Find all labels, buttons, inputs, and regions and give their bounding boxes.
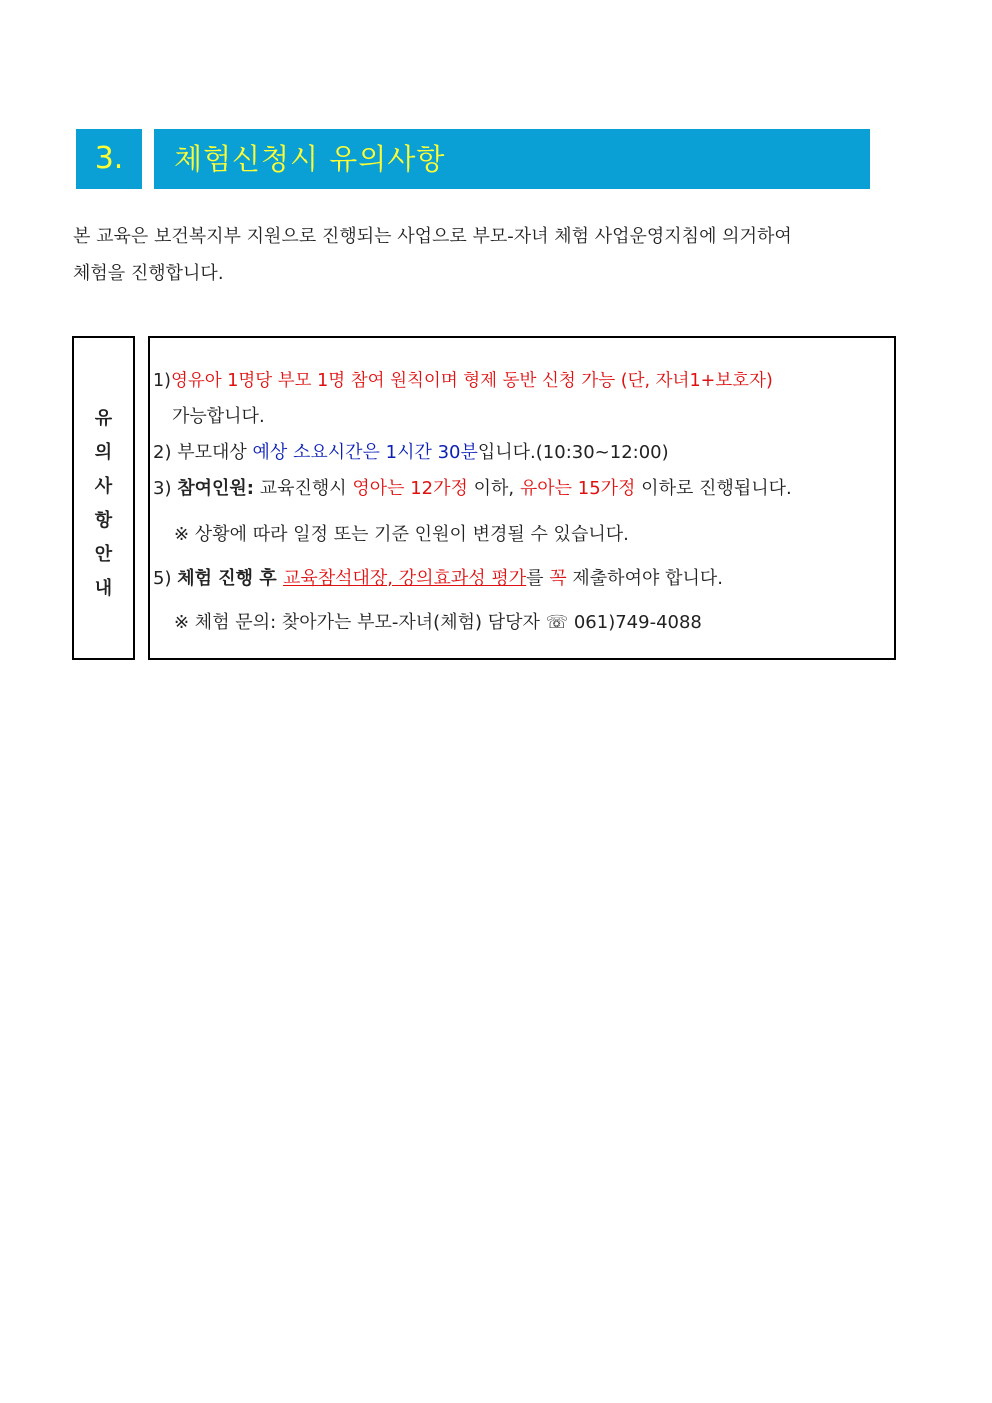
section-title: 체험신청시 유의사항 [154,129,870,189]
contact-info: ※ 체험 문의: 찾아가는 부모-자녀(체험) 담당자 ☏ 061)749-4088 [174,612,702,633]
note-3-remark: ※ 상황에 따라 일정 또는 기준 인원이 변경될 수 있습니다. [174,524,629,545]
notes-box [148,336,896,660]
side-label-char: 내 [94,578,113,599]
section-number: 3. [76,129,142,189]
side-label-box [72,336,135,660]
note-1-continued: 가능합니다. [172,406,265,427]
side-label-char: 유 [94,408,113,429]
note-5-required-forms: 교육참석대장, 강의효과성 평가 [282,568,527,589]
side-label [74,402,133,606]
note-5: 5) 체험 진행 후 교육참석대장, 강의효과성 평가를 꼭 제출하여야 합니다. [153,568,723,589]
note-1-highlight: 영유아 1명당 부모 1명 참여 원칙이며 형제 동반 신청 가능 (단, 자녀1+보호자) [170,371,773,391]
side-label-char: 안 [94,544,113,565]
note-1: 1)영유아 1명당 부모 1명 참여 원칙이며 형제 동반 신청 가능 (단, 자녀1+보호자) [153,371,773,391]
side-label-char: 항 [94,510,113,531]
intro-line-1: 본 교육은 보건복지부 지원으로 진행되는 사업으로 부모-자녀 체험 사업운영지침에 의거하여 [73,226,792,247]
intro-line-2: 체험을 진행합니다. [73,263,224,284]
note-2-highlight: 예상 소요시간은 1시간 30분 [252,442,478,463]
side-label-char: 의 [94,442,113,463]
side-label-char: 사 [94,476,113,497]
note-3-toddler-limit: 유아는 15가정 [519,478,636,499]
note-3: 3) 참여인원: 교육진행시 영아는 12가정 이하, 유아는 15가정 이하로 진행됩니다. [153,478,792,499]
note-3-infant-limit: 영아는 12가정 [352,478,468,499]
intro-paragraph [73,218,913,292]
note-2: 2) 부모대상 예상 소요시간은 1시간 30분입니다.(10:30~12:00) [153,442,669,463]
